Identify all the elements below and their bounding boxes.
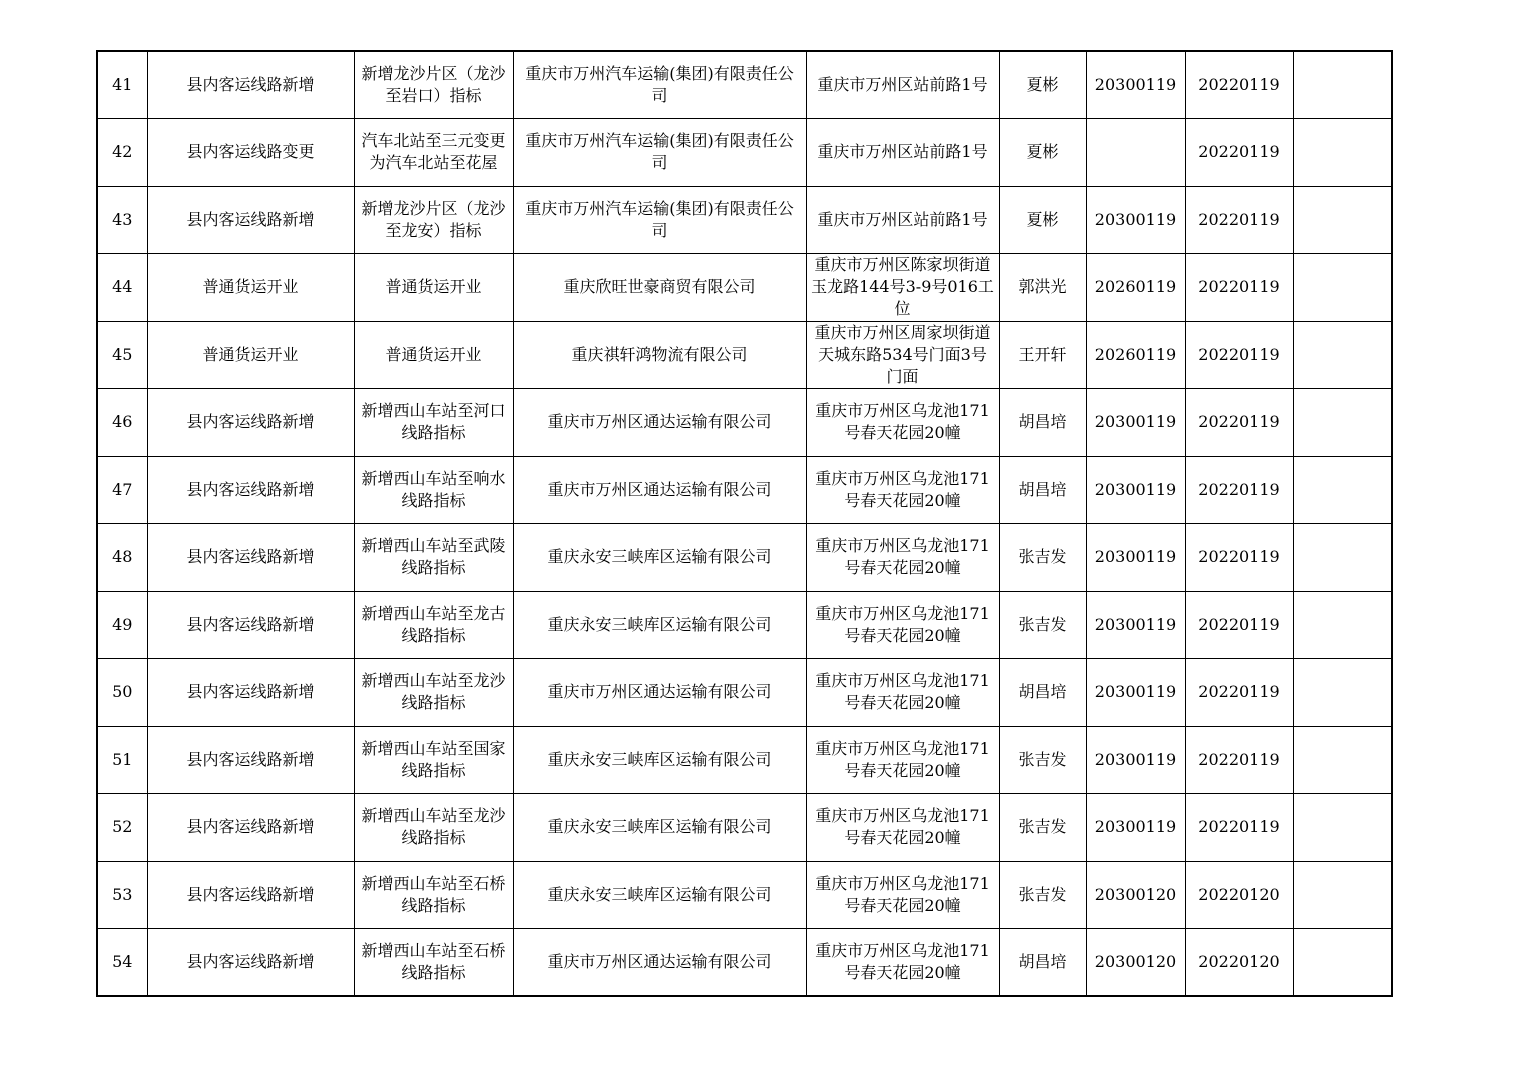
table-row <box>97 51 1392 119</box>
table-row <box>97 254 1392 322</box>
remarks-cell <box>1293 119 1392 187</box>
company-name-cell: 重庆欣旺世豪商贸有限公司 <box>513 254 806 322</box>
company-name-cell: 重庆永安三峡库区运输有限公司 <box>513 726 806 794</box>
issue-date-cell: 20220119 <box>1185 726 1293 794</box>
company-address-cell: 重庆市万州区周家坝街道天城东路534号门面3号门面 <box>806 321 999 389</box>
company-name-cell: 重庆祺轩鸿物流有限公司 <box>513 321 806 389</box>
row-number-cell: 43 <box>97 186 147 254</box>
table-row <box>97 591 1392 659</box>
permit-type-cell: 县内客运线路新增 <box>147 389 354 457</box>
permit-item-cell: 新增西山车站至龙沙线路指标 <box>354 659 513 727</box>
permit-item-cell: 新增龙沙片区（龙沙至龙安）指标 <box>354 186 513 254</box>
row-number-cell: 53 <box>97 861 147 929</box>
company-address-cell: 重庆市万州区站前路1号 <box>806 186 999 254</box>
permit-item-cell: 新增西山车站至龙古线路指标 <box>354 591 513 659</box>
table-row <box>97 524 1392 592</box>
permit-item-cell: 新增西山车站至龙沙线路指标 <box>354 794 513 862</box>
remarks-cell <box>1293 321 1392 389</box>
company-address-cell: 重庆市万州区乌龙池171号春天花园20幢 <box>806 659 999 727</box>
permit-item-cell: 新增龙沙片区（龙沙至岩口）指标 <box>354 51 513 119</box>
valid-until-date-cell: 20300119 <box>1086 51 1185 119</box>
row-number-cell: 50 <box>97 659 147 727</box>
legal-representative-cell: 王开轩 <box>999 321 1086 389</box>
company-name-cell: 重庆永安三峡库区运输有限公司 <box>513 591 806 659</box>
company-name-cell: 重庆市万州区通达运输有限公司 <box>513 389 806 457</box>
issue-date-cell: 20220119 <box>1185 51 1293 119</box>
permit-item-cell: 汽车北站至三元变更为汽车北站至花屋 <box>354 119 513 187</box>
valid-until-date-cell: 20260119 <box>1086 321 1185 389</box>
row-number-cell: 51 <box>97 726 147 794</box>
legal-representative-cell: 张吉发 <box>999 591 1086 659</box>
valid-until-date-cell: 20300119 <box>1086 389 1185 457</box>
row-number-cell: 46 <box>97 389 147 457</box>
permit-type-cell: 县内客运线路新增 <box>147 51 354 119</box>
row-number-cell: 52 <box>97 794 147 862</box>
remarks-cell <box>1293 51 1392 119</box>
remarks-cell <box>1293 861 1392 929</box>
company-name-cell: 重庆市万州汽车运输(集团)有限责任公司 <box>513 186 806 254</box>
legal-representative-cell: 张吉发 <box>999 794 1086 862</box>
remarks-cell <box>1293 659 1392 727</box>
table-row <box>97 726 1392 794</box>
issue-date-cell: 20220119 <box>1185 794 1293 862</box>
valid-until-date-cell: 20300119 <box>1086 186 1185 254</box>
table-row <box>97 456 1392 524</box>
permit-type-cell: 县内客运线路新增 <box>147 456 354 524</box>
legal-representative-cell: 夏彬 <box>999 119 1086 187</box>
table-row <box>97 929 1392 997</box>
permit-type-cell: 县内客运线路变更 <box>147 119 354 187</box>
company-name-cell: 重庆永安三峡库区运输有限公司 <box>513 861 806 929</box>
permit-item-cell: 普通货运开业 <box>354 254 513 322</box>
remarks-cell <box>1293 254 1392 322</box>
valid-until-date-cell: 20300119 <box>1086 726 1185 794</box>
issue-date-cell: 20220119 <box>1185 659 1293 727</box>
remarks-cell <box>1293 186 1392 254</box>
company-address-cell: 重庆市万州区站前路1号 <box>806 51 999 119</box>
company-address-cell: 重庆市万州区乌龙池171号春天花园20幢 <box>806 726 999 794</box>
valid-until-date-cell: 20260119 <box>1086 254 1185 322</box>
company-name-cell: 重庆永安三峡库区运输有限公司 <box>513 524 806 592</box>
issue-date-cell: 20220120 <box>1185 929 1293 997</box>
remarks-cell <box>1293 929 1392 997</box>
issue-date-cell: 20220119 <box>1185 456 1293 524</box>
legal-representative-cell: 胡昌培 <box>999 389 1086 457</box>
company-name-cell: 重庆市万州汽车运输(集团)有限责任公司 <box>513 51 806 119</box>
permit-item-cell: 新增西山车站至河口线路指标 <box>354 389 513 457</box>
remarks-cell <box>1293 456 1392 524</box>
valid-until-date-cell <box>1086 119 1185 187</box>
legal-representative-cell: 胡昌培 <box>999 929 1086 997</box>
table-row <box>97 186 1392 254</box>
company-address-cell: 重庆市万州区乌龙池171号春天花园20幢 <box>806 929 999 997</box>
company-address-cell: 重庆市万州区站前路1号 <box>806 119 999 187</box>
permit-item-cell: 新增西山车站至武陵线路指标 <box>354 524 513 592</box>
row-number-cell: 48 <box>97 524 147 592</box>
valid-until-date-cell: 20300120 <box>1086 929 1185 997</box>
remarks-cell <box>1293 524 1392 592</box>
row-number-cell: 47 <box>97 456 147 524</box>
company-address-cell: 重庆市万州区乌龙池171号春天花园20幢 <box>806 524 999 592</box>
permit-type-cell: 县内客运线路新增 <box>147 794 354 862</box>
table-row <box>97 794 1392 862</box>
permit-item-cell: 普通货运开业 <box>354 321 513 389</box>
valid-until-date-cell: 20300120 <box>1086 861 1185 929</box>
issue-date-cell: 20220120 <box>1185 861 1293 929</box>
legal-representative-cell: 张吉发 <box>999 726 1086 794</box>
company-address-cell: 重庆市万州区乌龙池171号春天花园20幢 <box>806 861 999 929</box>
valid-until-date-cell: 20300119 <box>1086 591 1185 659</box>
valid-until-date-cell: 20300119 <box>1086 659 1185 727</box>
company-address-cell: 重庆市万州区陈家坝街道玉龙路144号3-9号016工位 <box>806 254 999 322</box>
permit-item-cell: 新增西山车站至石桥线路指标 <box>354 929 513 997</box>
valid-until-date-cell: 20300119 <box>1086 794 1185 862</box>
table-row <box>97 321 1392 389</box>
legal-representative-cell: 夏彬 <box>999 51 1086 119</box>
permit-type-cell: 县内客运线路新增 <box>147 929 354 997</box>
row-number-cell: 42 <box>97 119 147 187</box>
issue-date-cell: 20220119 <box>1185 254 1293 322</box>
legal-representative-cell: 胡昌培 <box>999 659 1086 727</box>
company-address-cell: 重庆市万州区乌龙池171号春天花园20幢 <box>806 591 999 659</box>
company-name-cell: 重庆永安三峡库区运输有限公司 <box>513 794 806 862</box>
table-row <box>97 119 1392 187</box>
permit-type-cell: 县内客运线路新增 <box>147 659 354 727</box>
permit-type-cell: 县内客运线路新增 <box>147 591 354 659</box>
company-name-cell: 重庆市万州汽车运输(集团)有限责任公司 <box>513 119 806 187</box>
company-name-cell: 重庆市万州区通达运输有限公司 <box>513 456 806 524</box>
permit-type-cell: 县内客运线路新增 <box>147 524 354 592</box>
row-number-cell: 45 <box>97 321 147 389</box>
permit-type-cell: 普通货运开业 <box>147 254 354 322</box>
table-row <box>97 659 1392 727</box>
row-number-cell: 41 <box>97 51 147 119</box>
issue-date-cell: 20220119 <box>1185 591 1293 659</box>
permit-item-cell: 新增西山车站至石桥线路指标 <box>354 861 513 929</box>
company-address-cell: 重庆市万州区乌龙池171号春天花园20幢 <box>806 456 999 524</box>
permit-item-cell: 新增西山车站至响水线路指标 <box>354 456 513 524</box>
company-name-cell: 重庆市万州区通达运输有限公司 <box>513 929 806 997</box>
remarks-cell <box>1293 389 1392 457</box>
table-body <box>97 51 1392 996</box>
legal-representative-cell: 张吉发 <box>999 524 1086 592</box>
remarks-cell <box>1293 591 1392 659</box>
permit-type-cell: 普通货运开业 <box>147 321 354 389</box>
company-name-cell: 重庆市万州区通达运输有限公司 <box>513 659 806 727</box>
table-row <box>97 389 1392 457</box>
permit-type-cell: 县内客运线路新增 <box>147 861 354 929</box>
table-row <box>97 861 1392 929</box>
legal-representative-cell: 张吉发 <box>999 861 1086 929</box>
legal-representative-cell: 夏彬 <box>999 186 1086 254</box>
row-number-cell: 49 <box>97 591 147 659</box>
permit-type-cell: 县内客运线路新增 <box>147 186 354 254</box>
issue-date-cell: 20220119 <box>1185 524 1293 592</box>
issue-date-cell: 20220119 <box>1185 389 1293 457</box>
permit-item-cell: 新增西山车站至国家线路指标 <box>354 726 513 794</box>
remarks-cell <box>1293 726 1392 794</box>
issue-date-cell: 20220119 <box>1185 186 1293 254</box>
row-number-cell: 44 <box>97 254 147 322</box>
issue-date-cell: 20220119 <box>1185 321 1293 389</box>
issue-date-cell: 20220119 <box>1185 119 1293 187</box>
company-address-cell: 重庆市万州区乌龙池171号春天花园20幢 <box>806 794 999 862</box>
records-table <box>96 50 1393 997</box>
permit-type-cell: 县内客运线路新增 <box>147 726 354 794</box>
legal-representative-cell: 胡昌培 <box>999 456 1086 524</box>
company-address-cell: 重庆市万州区乌龙池171号春天花园20幢 <box>806 389 999 457</box>
legal-representative-cell: 郭洪光 <box>999 254 1086 322</box>
row-number-cell: 54 <box>97 929 147 997</box>
remarks-cell <box>1293 794 1392 862</box>
valid-until-date-cell: 20300119 <box>1086 456 1185 524</box>
valid-until-date-cell: 20300119 <box>1086 524 1185 592</box>
